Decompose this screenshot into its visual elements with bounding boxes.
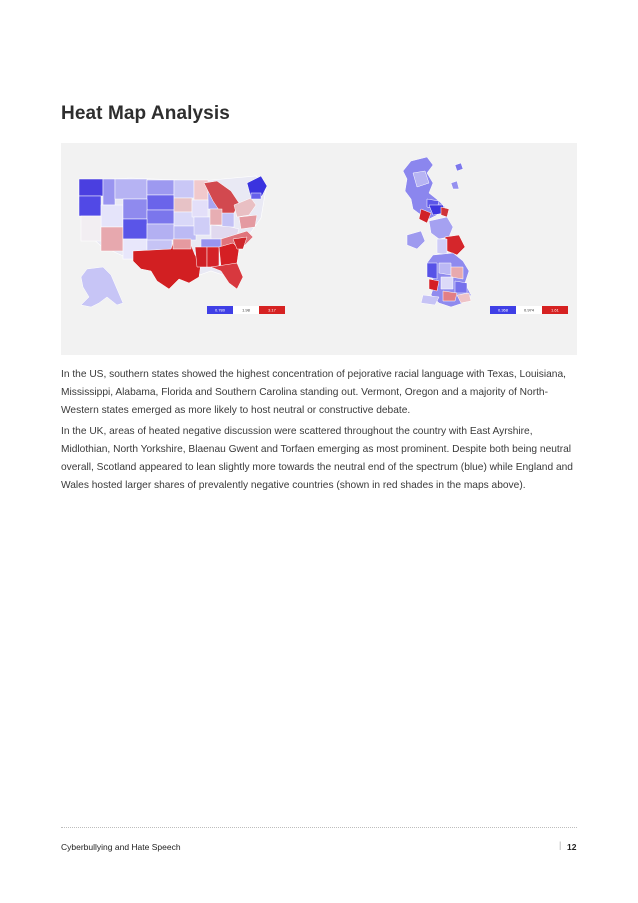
body-paragraph-uk: In the UK, areas of heated negative discussion were scattered throughout the country with East Ayrshire, Midlothian, North Yorkshire, Blaenau Gwent and Torfaen emerging as most prominent. Despite both being neutral overall, Scotland appeared to lean slightly more towards the neutral end of the spectrum (blue) while England and Wales hosted larger shares of prevalently negative countries (shown in red shades in the maps above).	[61, 426, 573, 491]
us-map	[79, 176, 285, 314]
us-legend-low: 0.780	[214, 307, 226, 313]
heat-map-figure	[61, 143, 577, 355]
us-legend-high: 3.17	[268, 307, 276, 313]
uk-legend-mid: 0.974	[523, 307, 535, 313]
us-legend-mid: 1.98	[242, 307, 250, 313]
uk-map	[403, 157, 568, 314]
footer-separator: |	[559, 840, 562, 850]
heat-map-svg	[61, 143, 577, 355]
uk-legend	[490, 306, 568, 314]
footer-document-title: Cyberbullying and Hate Speech	[61, 842, 181, 852]
footer-page-number: 12	[567, 842, 577, 852]
page-title: Heat Map Analysis	[61, 103, 230, 124]
footer-divider	[61, 827, 577, 828]
body-paragraph-us: In the US, southern states showed the highest concentration of pejorative racial language with Texas, Louisiana, Mississippi, Alabama, Florida and Southern Carolina standing out. Vermont, Oregon and a majority of North-Western states emerged as more likely to host neutral or constructive debate.	[61, 369, 566, 416]
us-legend	[207, 306, 285, 314]
uk-legend-low: 0.368	[497, 307, 509, 313]
uk-legend-high: 1.61	[551, 307, 559, 313]
